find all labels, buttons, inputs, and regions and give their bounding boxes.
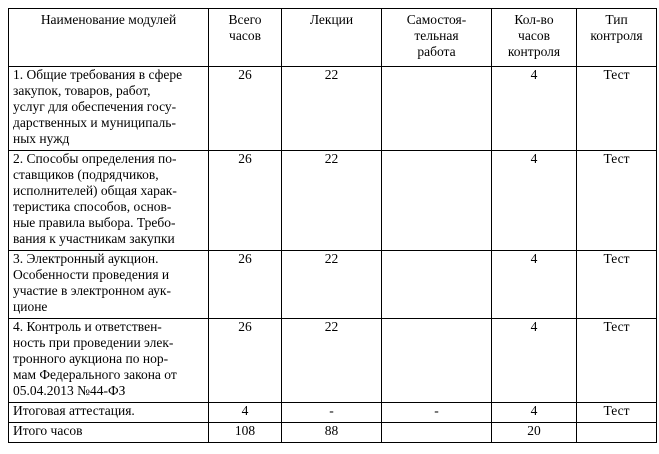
module-name-line: 2. Способы определения по- [13, 151, 177, 166]
totals-row [9, 423, 657, 443]
module-name-line: вания к участникам закупки [13, 231, 175, 246]
header-line: Кол-во [514, 12, 554, 27]
header-line: контроля [507, 44, 561, 59]
module-name-cell [9, 403, 209, 423]
self-study-cell [382, 319, 492, 403]
module-name-line: Итого часов [13, 423, 83, 438]
header-line: часов [229, 28, 261, 43]
module-name-line: участие в электронном аук- [13, 283, 171, 298]
self-study-cell [382, 251, 492, 319]
module-name-line: услуг для обеспечения госу- [13, 99, 177, 114]
self-study-cell [382, 67, 492, 151]
control-type-cell: Тест [577, 251, 657, 319]
lectures-cell: 88 [282, 423, 382, 443]
module-name-line: 1. Общие требования в сфере [13, 67, 183, 82]
total-hours-cell: 26 [209, 67, 282, 151]
lectures-cell: 22 [282, 151, 382, 251]
self-study-cell [382, 151, 492, 251]
module-name-line: тронного аукциона по нор- [13, 351, 169, 366]
header-line: Всего [228, 12, 262, 27]
control-hours-cell: 4 [492, 151, 577, 251]
lectures-cell: - [282, 403, 382, 423]
module-name-cell [9, 251, 209, 319]
module-name-line: закупок, товаров, работ, [13, 83, 151, 98]
curriculum-table [8, 8, 657, 443]
header-line: часов [518, 28, 550, 43]
module-name-line: теристика способов, основ- [13, 199, 172, 214]
header-line: Наименование модулей [40, 12, 177, 27]
control-type-cell: Тест [577, 403, 657, 423]
header-line: работа [417, 44, 456, 59]
total-hours-cell: 108 [209, 423, 282, 443]
module-name-line: ставщиков (подрядчиков, [13, 167, 159, 182]
module-name-line: Итоговая аттестация. [13, 403, 135, 418]
header-line: Самостоя- [406, 12, 467, 27]
module-name-line: 05.04.2013 №44-ФЗ [13, 383, 126, 398]
module-name-line: 4. Контроль и ответствен- [13, 319, 162, 334]
header-lectures [282, 9, 382, 67]
control-hours-cell: 4 [492, 403, 577, 423]
control-hours-cell: 4 [492, 67, 577, 151]
header-line: Тип [605, 12, 628, 27]
total-hours-cell: 26 [209, 251, 282, 319]
module-name-line: ционе [13, 299, 48, 314]
module-name-line: дарственных и муниципаль- [13, 115, 176, 130]
table-row [9, 319, 657, 403]
lectures-cell: 22 [282, 67, 382, 151]
lectures-cell: 22 [282, 319, 382, 403]
control-type-cell: Тест [577, 319, 657, 403]
control-hours-cell: 4 [492, 319, 577, 403]
module-name-cell [9, 67, 209, 151]
total-hours-cell: 4 [209, 403, 282, 423]
module-name-line: ность при проведении элек- [13, 335, 174, 350]
control-type-cell [577, 423, 657, 443]
lectures-cell: 22 [282, 251, 382, 319]
table-row [9, 403, 657, 423]
header-total-hours [209, 9, 282, 67]
module-name-line: ные правила выбора. Требо- [13, 215, 176, 230]
header-control-type [577, 9, 657, 67]
module-name-line: мам Федерального закона от [13, 367, 177, 382]
header-line: Лекции [309, 12, 354, 27]
self-study-cell [382, 423, 492, 443]
header-line: тельная [414, 28, 459, 43]
header-self-study [382, 9, 492, 67]
module-name-line: ных нужд [13, 131, 70, 146]
module-name-line: Особенности проведения и [13, 267, 170, 282]
self-study-cell: - [382, 403, 492, 423]
control-hours-cell: 4 [492, 251, 577, 319]
table-row [9, 67, 657, 151]
table-row [9, 251, 657, 319]
module-name-line: исполнителей) общая харак- [13, 183, 177, 198]
header-control-hours [492, 9, 577, 67]
header-row [9, 9, 657, 67]
module-name-cell [9, 151, 209, 251]
total-hours-cell: 26 [209, 319, 282, 403]
control-type-cell: Тест [577, 151, 657, 251]
module-name-line: 3. Электронный аукцион. [13, 251, 159, 266]
module-name-cell [9, 319, 209, 403]
module-name-cell [9, 423, 209, 443]
control-type-cell: Тест [577, 67, 657, 151]
control-hours-cell: 20 [492, 423, 577, 443]
header-module-name [9, 9, 209, 67]
total-hours-cell: 26 [209, 151, 282, 251]
table-row [9, 151, 657, 251]
header-line: контроля [590, 28, 643, 43]
